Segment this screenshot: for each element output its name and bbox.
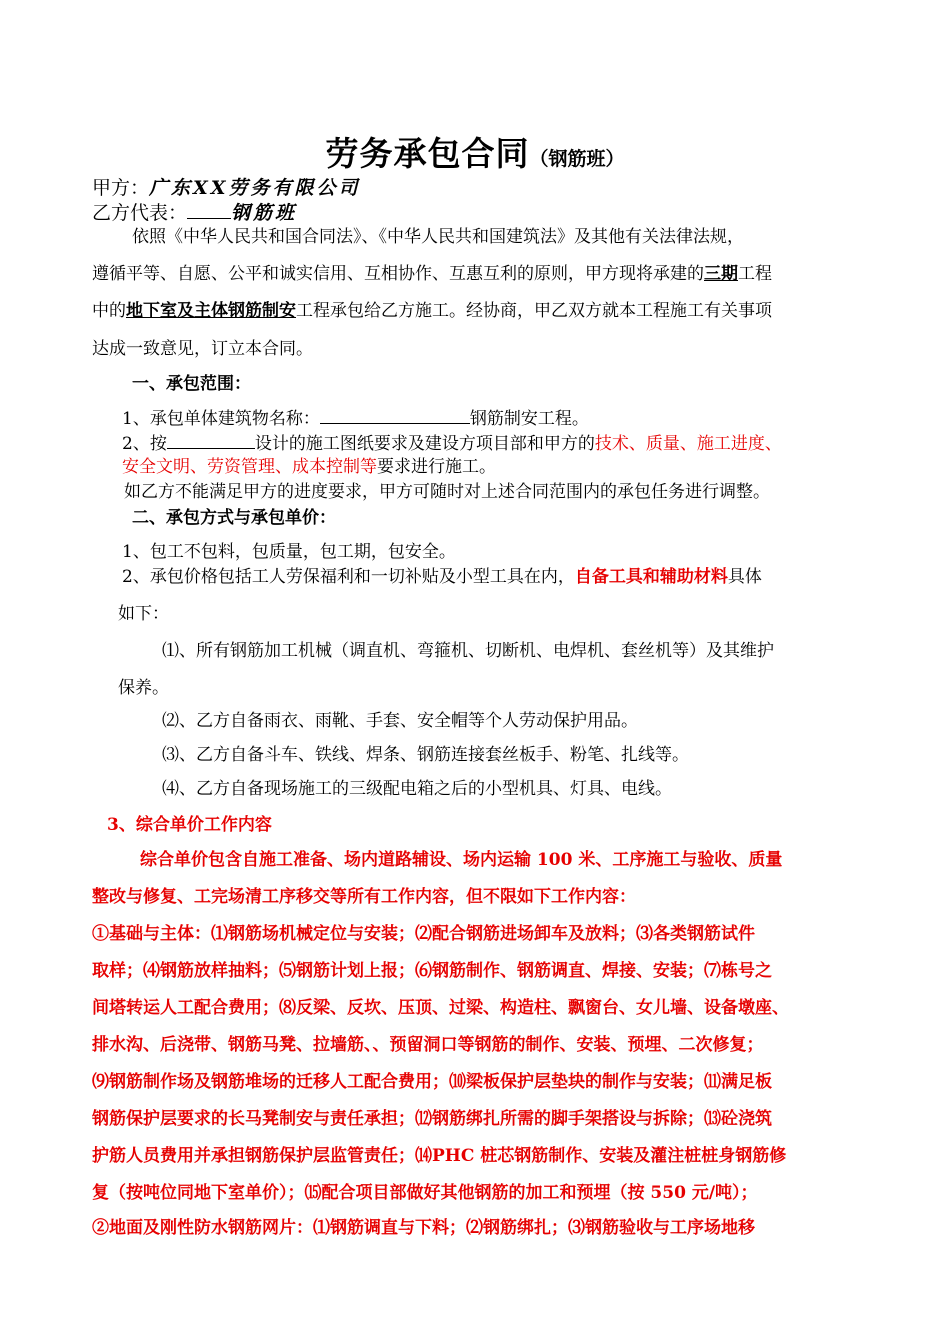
sec2-item-1: 1、包工不包料，包质量，包工期，包安全。	[122, 542, 456, 562]
sec3-line-8: 护筋人员费用并承担钢筋保护层监管责任；⒁PHC 桩芯钢筋制作、安装及灌注桩桩身钢筋修	[92, 1146, 787, 1166]
party-b-label: 乙方代表：	[92, 202, 188, 224]
title-main: 劳务承包合同	[325, 134, 530, 173]
party-a-value: 广东XX劳务有限公司	[149, 177, 361, 199]
party-b-blank	[187, 201, 231, 219]
sec3-line-2: ①基础与主体：⑴钢筋场机械定位与安装；⑵配合钢筋进场卸车及放料；⑶各类钢筋试件	[92, 924, 755, 944]
section-2-heading: 二、承包方式与承包单价：	[132, 508, 336, 528]
sec2-item-2-cont: 如下：	[118, 604, 169, 624]
party-b	[92, 201, 297, 225]
sec3-line-7: 钢筋保护层要求的长马凳制安与责任承担；⑿钢筋绑扎所需的脚手架搭设与拆除；⒀砼浇筑	[92, 1109, 772, 1129]
section-3-heading: 3、综合单价工作内容	[107, 815, 272, 835]
section-1-heading: 一、承包范围：	[132, 374, 251, 394]
project-scope: 地下室及主体钢筋制安	[126, 301, 296, 321]
building-name-blank	[320, 406, 470, 424]
sec3-line-4: 间塔转运人工配合费用；⑻反梁、反坎、压顶、过梁、构造柱、飘窗台、女儿墙、设备墩座、	[92, 998, 789, 1018]
design-blank	[167, 431, 255, 449]
project-phase: 三期	[704, 264, 738, 284]
sec3-line-3: 取样；⑷钢筋放样抽料；⑸钢筋计划上报；⑹钢筋制作、钢筋调直、焊接、安装；⑺栋号之	[92, 961, 772, 981]
intro-line-1: 依照《中华人民共和国合同法》、《中华人民共和国建筑法》及其他有关法律法规，	[132, 227, 744, 247]
sec3-line-5: 排水沟、后浇带、钢筋马凳、拉墙筋、、预留洞口等钢筋的制作、安装、预埋、二次修复；	[92, 1035, 764, 1055]
sec2-sub-4: ⑷、乙方自备现场施工的三级配电箱之后的小型机具、灯具、电线。	[162, 779, 672, 799]
sec2-sub-1: ⑴、所有钢筋加工机械（调直机、弯箍机、切断机、电焊机、套丝机等）及其维护	[162, 641, 774, 661]
party-a	[92, 176, 361, 200]
sec1-note: 如乙方不能满足甲方的进度要求，甲方可随时对上述合同范围内的承包任务进行调整。	[124, 482, 770, 502]
sec2-sub-1-cont: 保养。	[118, 678, 169, 698]
sec3-line-0: 综合单价包含自施工准备、场内道路辅设、场内运输 100 米、工序施工与验收、质量	[140, 850, 783, 870]
document-title	[0, 128, 950, 175]
sec3-line-10: ②地面及刚性防水钢筋网片：⑴钢筋调直与下料；⑵钢筋绑扎；⑶钢筋验收与工序场地移	[92, 1218, 755, 1238]
sec2-sub-2: ⑵、乙方自备雨衣、雨靴、手套、安全帽等个人劳动保护用品。	[162, 711, 638, 731]
sec2-sub-3: ⑶、乙方自备斗车、铁线、焊条、钢筋连接套丝板手、粉笔、扎线等。	[162, 745, 689, 765]
sec3-line-9: 复（按吨位同地下室单价）；⒂配合项目部做好其他钢筋的加工和预埋（按 550 元/吨）；	[92, 1183, 758, 1203]
intro-line-4: 达成一致意见，订立本合同。	[92, 339, 313, 359]
title-sub: （钢筋班）	[529, 148, 625, 170]
sec2-item-2: 2、承包价格包括工人劳保福利和一切补贴及小型工具在内，自备工具和辅助材料具体	[122, 567, 762, 587]
party-b-value: 钢筋班	[231, 202, 298, 224]
sec1-item-2-cont: 安全文明、劳资管理、成本控制等要求进行施工。	[122, 457, 496, 477]
party-a-label: 甲方：	[92, 177, 150, 199]
sec3-line-1: 整改与修复、工完场清工序移交等所有工作内容，但不限如下工作内容：	[92, 887, 636, 907]
intro-line-3: 中的地下室及主体钢筋制安工程承包给乙方施工。经协商，甲乙双方就本工程施工有关事项	[92, 301, 772, 321]
intro-line-2: 遵循平等、自愿、公平和诚实信用、互相协作、互惠互利的原则，甲方现将承建的三期工程	[92, 264, 772, 284]
sec1-item-1: 1、承包单体建筑物名称： 钢筋制安工程。	[122, 406, 589, 430]
sec3-line-6: ⑼钢筋制作场及钢筋堆场的迁移人工配合费用；⑽梁板保护层垫块的制作与安装；⑾满足板	[92, 1072, 772, 1092]
sec1-item-2: 2、按 设计的施工图纸要求及建设方项目部和甲方的技术、质量、施工进度、	[122, 431, 782, 455]
